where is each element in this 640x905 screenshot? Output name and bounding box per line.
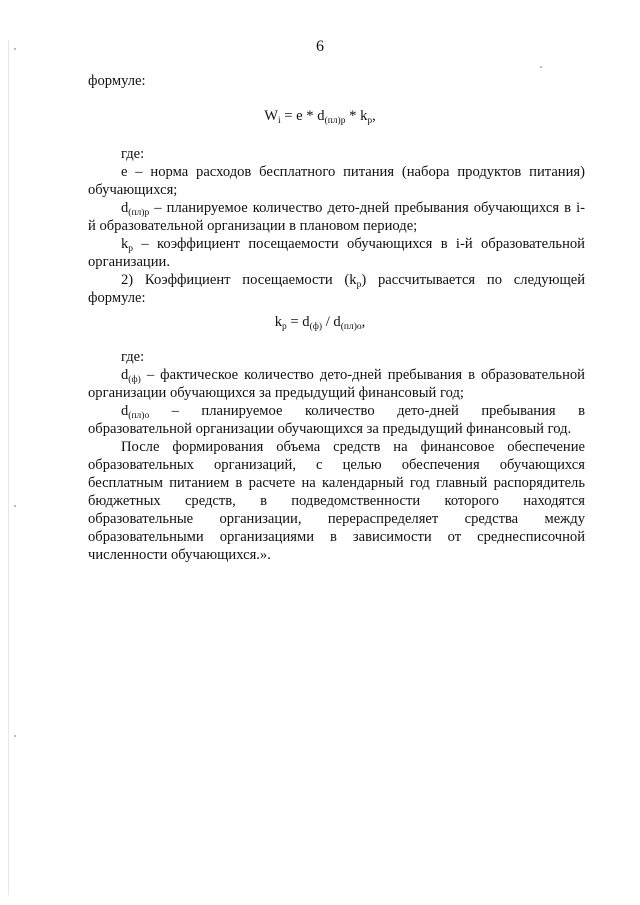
scan-speck [14,735,16,737]
text-line [121,271,585,289]
text-line: организации обучающихся за предыдущий финансовый год; [88,385,464,401]
text-line: бесплатным питанием в расчете на календарный год главный распорядитель [88,475,585,491]
text-subscript: р [356,280,362,290]
text-part: – планируемое количество дето-дней пребывания в [149,403,585,419]
formula-part: = d [286,314,310,330]
text-line: формуле: [88,73,146,89]
text-part: 2) Коэффициент посещаемости (k [121,272,357,288]
text-line: численности обучающихся.». [88,547,271,563]
formula-part: , [361,314,366,330]
text-subscript: (пл)р [128,208,150,218]
text-part: d [121,200,129,216]
text-line [121,366,585,384]
text-subscript: р [128,244,134,254]
formula-subscript: i [278,116,281,126]
text-line: образовательными организациями в зависимости от среднесписочной [88,529,585,545]
formula-subscript: p [367,116,373,126]
text-line: формуле: [88,290,146,306]
formula-part: / d [322,314,341,330]
text-line [121,199,585,217]
text-line: где: [121,349,145,365]
formula-part: = е * d [280,108,325,124]
scan-edge-shadow [8,40,9,895]
text-part: – планируемое количество дето-дней пребывания обучающихся в i- [149,200,585,216]
text-line: бюджетных средств, в подведомственности которого находятся [88,493,585,509]
text-line: После формирования объема средств на финансовое обеспечение [121,439,585,455]
formula-subscript: р [282,322,287,332]
formula-part: W [264,108,279,124]
text-line [121,402,585,420]
text-line: образовательной организации обучающихся за предыдущий финансовый год. [88,421,572,437]
formula-kp [0,313,640,331]
text-part: ) рассчитывается по следующей [361,272,586,288]
text-line: образовательных организаций, с целью обеспечения обучающихся [88,457,585,473]
scan-speck [540,66,542,68]
text-part: d [121,367,129,383]
text-line: организации. [88,254,170,270]
text-line: где: [121,146,145,162]
text-part: – фактическое количество дето-дней пребывания в образовательной [140,367,585,383]
text-subscript: (пл)о [128,411,150,421]
text-line: е – норма расходов бесплатного питания (набора продуктов питания) [121,164,585,180]
text-subscript: (ф) [128,375,141,385]
formula-part: k [274,314,282,330]
text-line: образовательные организации, перераспределяет средства между [88,511,585,527]
text-part: – коэффициент посещаемости обучающихся в i-й образовательной [133,236,585,252]
scan-speck [14,505,16,507]
text-line: обучающихся; [88,182,178,198]
text-part: k [121,236,129,252]
page-number: 6 [316,38,324,55]
formula-part: , [372,108,376,124]
formula-subscript: (пл)р [324,116,346,126]
text-part: d [121,403,129,419]
text-line: й образовательной организации в плановом периоде; [88,218,418,234]
text-line [121,235,585,253]
formula-subscript: (пл)о [340,322,362,332]
formula-wi [0,107,640,125]
formula-subscript: (ф) [309,322,323,332]
formula-part: * k [345,108,368,124]
